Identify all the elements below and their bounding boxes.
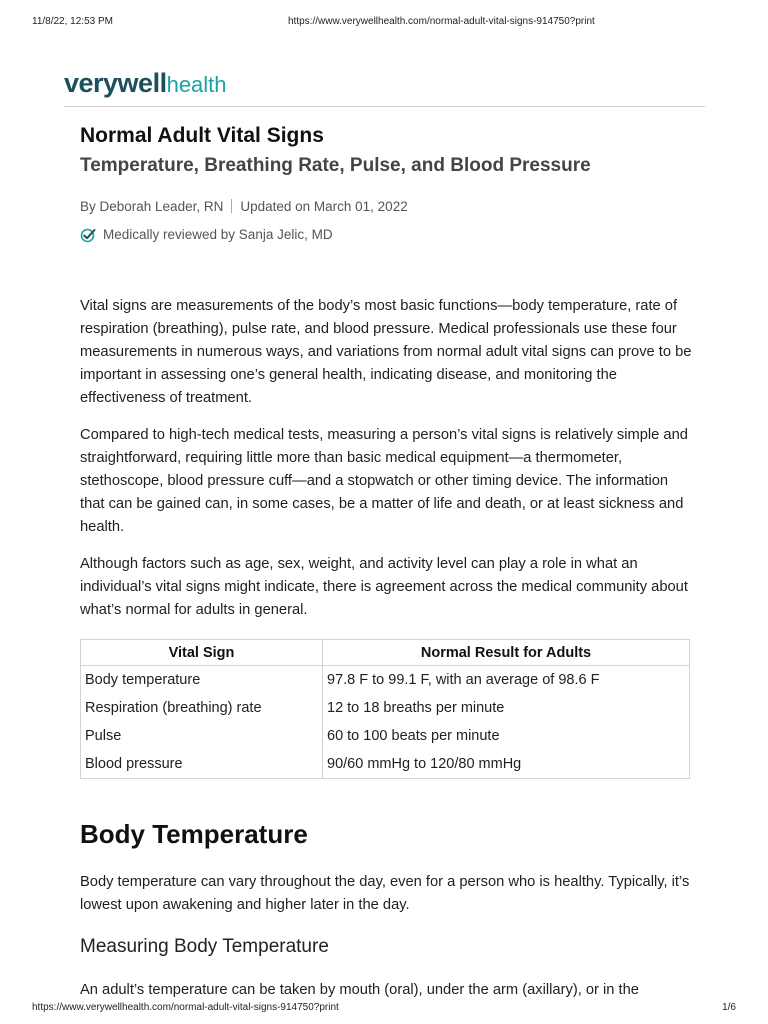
page-number: 1/6 <box>722 1002 736 1013</box>
paragraph: Although factors such as age, sex, weight, and activity level can play a role in what an individual’s vital signs might indicate, there is agreement across the medical community about what’s normal for adults in general. <box>80 556 688 618</box>
print-footer <box>32 1002 736 1016</box>
table-cell: Respiration (breathing) rate <box>81 694 323 722</box>
print-url: https://www.verywellhealth.com/normal-adult-vital-signs-914750?print <box>288 16 595 27</box>
print-header <box>32 16 736 30</box>
table-row <box>81 750 690 779</box>
table-cell: 90/60 mmHg to 120/80 mmHg <box>327 756 522 772</box>
article-title: Normal Adult Vital Signs <box>80 124 324 147</box>
vital-signs-table <box>80 639 690 779</box>
column-header: Vital Sign <box>81 640 323 666</box>
reviewed-text[interactable]: Medically reviewed by Sanja Jelic, MD <box>103 227 333 242</box>
subsection-heading: Measuring Body Temperature <box>80 936 329 957</box>
paragraph: Vital signs are measurements of the body’s most basic functions—body temperature, rate of respiration (breathing), pulse rate, and blood pressure. Medical professionals use these four measurements in numerous ways, and variations from normal adult vital signs can prove to be important in assessing one’s general health, indicating disease, and monitoring the effectiveness of treatment. <box>80 298 692 406</box>
updated-date: Updated on March 01, 2022 <box>240 199 408 214</box>
table-cell: 60 to 100 beats per minute <box>327 728 500 744</box>
table-cell: 97.8 F to 99.1 F, with an average of 98.6 F <box>327 672 600 688</box>
article <box>80 118 692 1002</box>
table-row <box>81 694 690 722</box>
column-header: Normal Result for Adults <box>323 640 690 666</box>
table-row <box>81 722 690 750</box>
print-datetime: 11/8/22, 12:53 PM <box>32 16 113 27</box>
table-header-row <box>81 640 690 666</box>
checkmark-circle-icon <box>80 227 96 243</box>
header-divider <box>64 106 705 107</box>
logo-sub: health <box>166 72 227 97</box>
logo-brand: verywell <box>64 68 167 98</box>
article-subtitle: Temperature, Breathing Rate, Pulse, and Blood Pressure <box>80 155 591 176</box>
byline-separator <box>231 199 232 213</box>
section-heading: Body Temperature <box>80 819 308 849</box>
paragraph: Body temperature can vary throughout the day, even for a person who is healthy. Typically, it’s lowest upon awakening and higher later in the day. <box>80 874 690 913</box>
table-cell: Pulse <box>81 722 323 750</box>
table-cell: Body temperature <box>81 666 323 695</box>
byline <box>80 198 692 216</box>
paragraph: An adult’s temperature can be taken by mouth (oral), under the arm (axillary), or in the <box>80 982 639 998</box>
paragraph: Compared to high-tech medical tests, measuring a person’s vital signs is relatively simple and straightforward, requiring little more than basic medical equipment—a thermometer, stethoscope, blood pressure cuff—and a stopwatch or other timing device. The information that can be gained can, in some cases, be a matter of life and death, or at least sickness and health. <box>80 427 688 535</box>
medical-review <box>80 226 692 244</box>
table-row <box>81 666 690 695</box>
table-cell: Blood pressure <box>81 750 323 779</box>
author[interactable]: By Deborah Leader, RN <box>80 199 224 214</box>
footer-url: https://www.verywellhealth.com/normal-adult-vital-signs-914750?print <box>32 1002 339 1013</box>
site-logo[interactable] <box>64 66 227 102</box>
table-cell: 12 to 18 breaths per minute <box>327 700 505 716</box>
